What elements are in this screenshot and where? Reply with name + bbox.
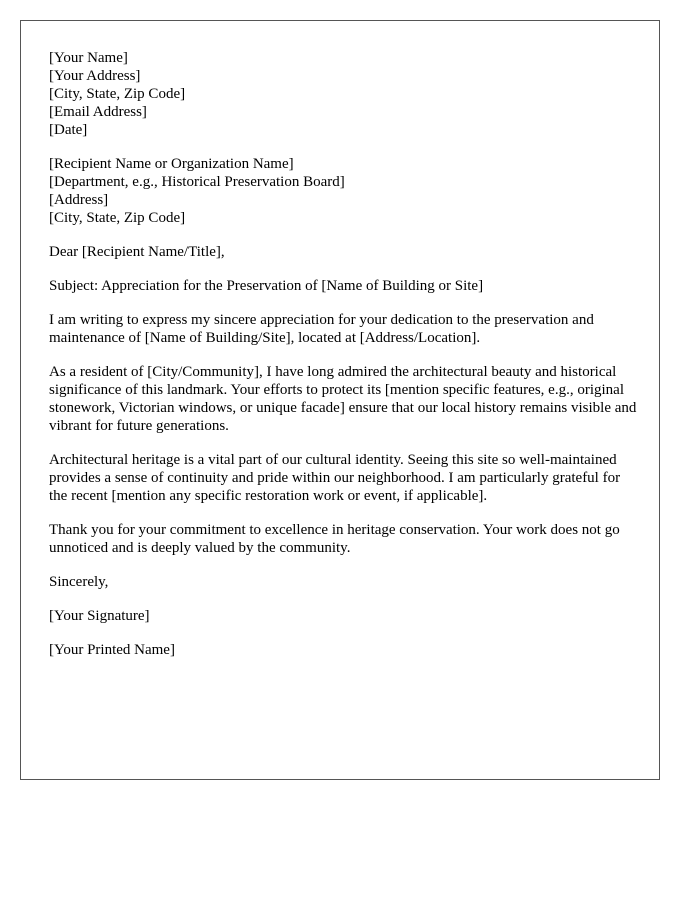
sender-city-state-zip: [City, State, Zip Code] (49, 86, 186, 102)
sender-name: [Your Name] (49, 50, 128, 66)
recipient-name: [Recipient Name or Organization Name] (49, 156, 294, 172)
recipient-block (49, 155, 639, 227)
recipient-address: [Address] (49, 192, 109, 208)
sender-email: [Email Address] (49, 104, 147, 120)
body-paragraph-2: As a resident of [City/Community], I have long admired the architectural beauty and historical significance of this landmark. Your efforts to protect its [mention specific features, e.g., original stonework, Victorian windows, or unique facade] ensure that our local history remains visible and vibrant for future generations. (49, 364, 637, 434)
letter-page (20, 20, 660, 780)
letter-date: [Date] (49, 122, 88, 138)
subject-line: Subject: Appreciation for the Preservation of [Name of Building or Site] (49, 278, 484, 294)
recipient-city-state-zip: [City, State, Zip Code] (49, 210, 186, 226)
signature-placeholder: [Your Signature] (49, 608, 150, 624)
body-paragraph-4: Thank you for your commitment to excellence in heritage conservation. Your work does not go unnoticed and is deeply valued by the community. (49, 522, 620, 556)
sender-address: [Your Address] (49, 68, 141, 84)
printed-name-placeholder: [Your Printed Name] (49, 642, 175, 658)
body-paragraph-3: Architectural heritage is a vital part of our cultural identity. Seeing this site so well-maintained provides a sense of continuity and pride within our neighborhood. I am particularly grateful for the recent [mention any specific restoration work or event, if applicable]. (49, 452, 621, 504)
valediction: Sincerely, (49, 574, 109, 590)
recipient-department: [Department, e.g., Historical Preservation Board] (49, 174, 345, 190)
sender-block (49, 49, 639, 139)
letter-body (49, 49, 639, 675)
body-paragraph-1: I am writing to express my sincere appreciation for your dedication to the preservation and maintenance of [Name of Building/Site], located at [Address/Location]. (49, 312, 594, 346)
salutation: Dear [Recipient Name/Title], (49, 244, 225, 260)
